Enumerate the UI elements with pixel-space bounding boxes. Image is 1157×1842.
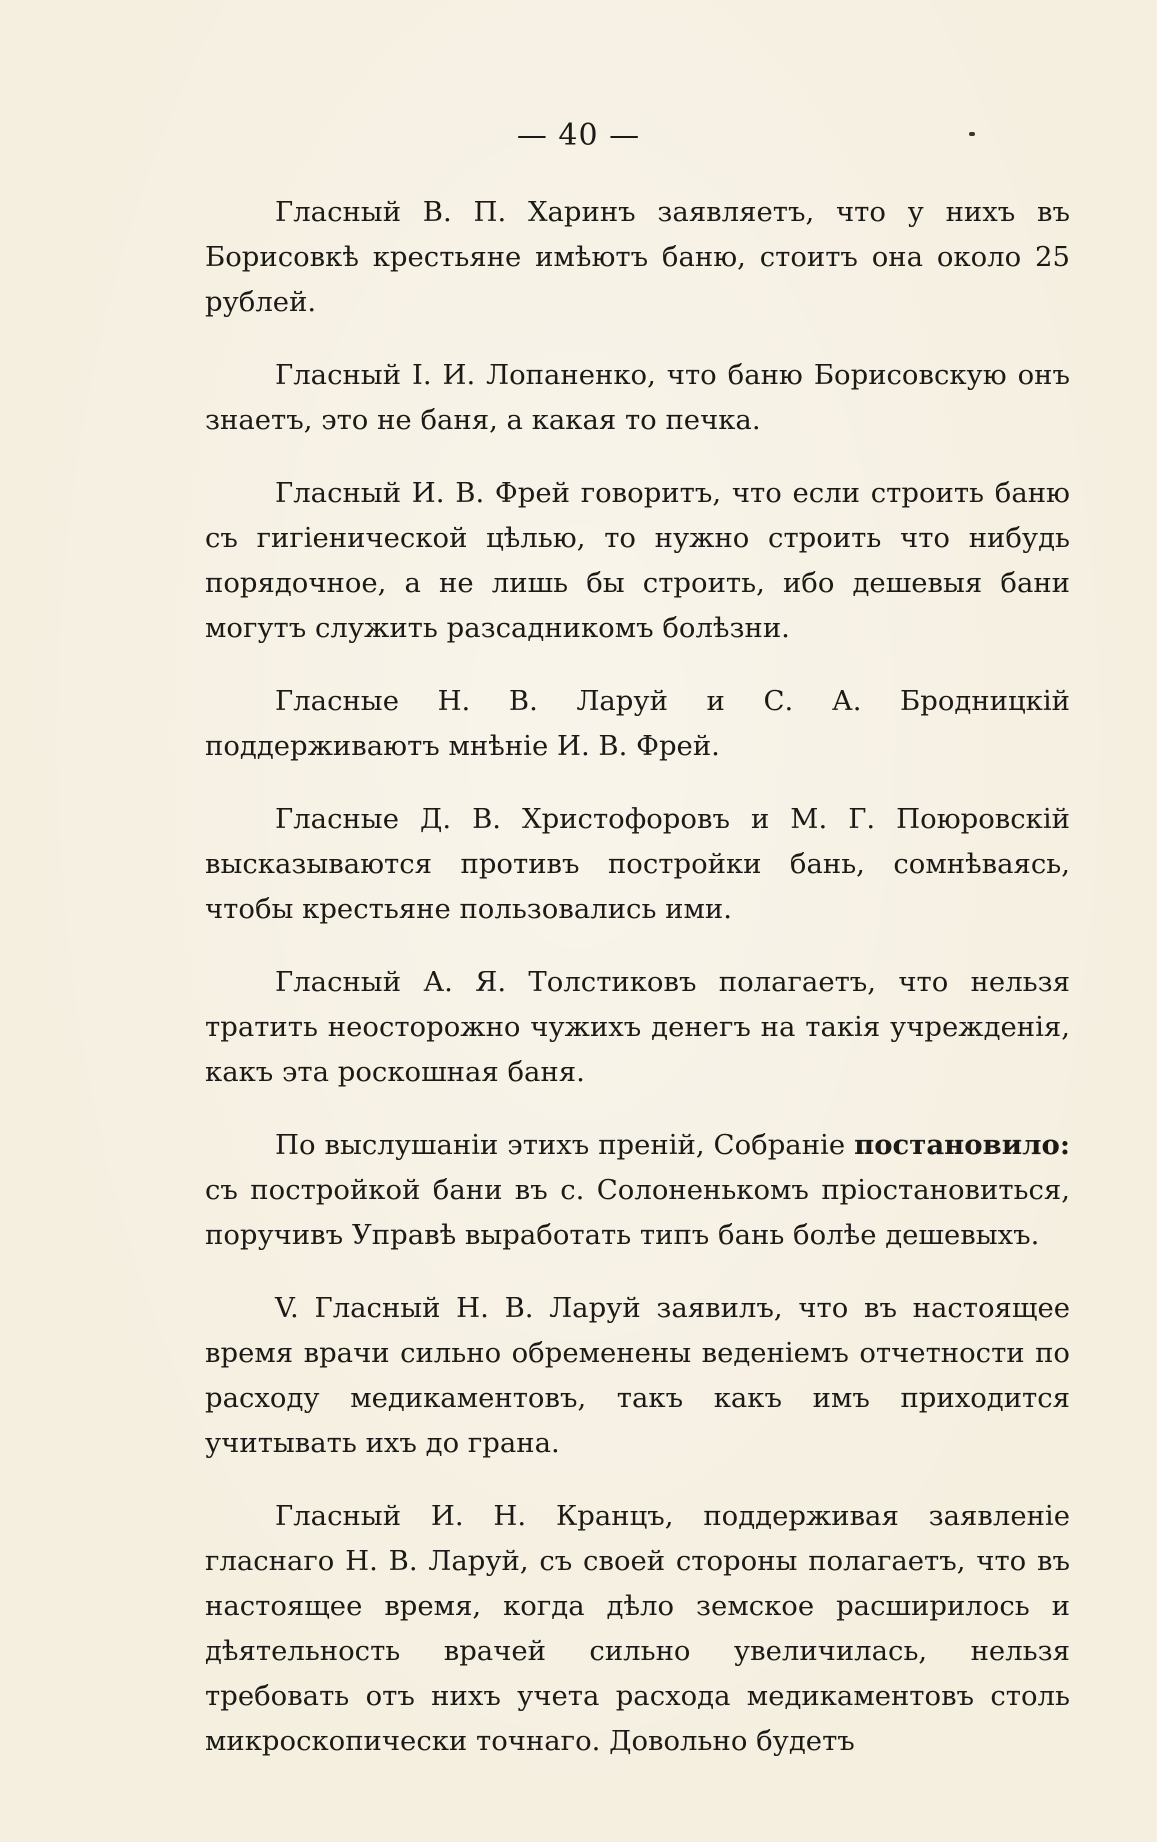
paragraph-7-start: По выслушаніи этихъ преній, Собраніе [275,1129,855,1161]
paragraph-8: V. Гласный Н. В. Ларуй заявилъ, что въ настоящее время врачи сильно обременены веденіемъ отчетности по расходу медикаментовъ, такъ какъ имъ приходится учитывать ихъ до грана. [205,1292,1070,1459]
paragraph-6: Гласный А. Я. Толстиковъ полагаетъ, что нельзя тратить неосторожно чужихъ денегъ на такія учрежденія, какъ эта роскошная баня. [205,966,1070,1088]
paragraph-2: Гласный І. И. Лопаненко, что баню Борисовскую онъ знаетъ, это не баня, а какая то печка. [205,359,1070,436]
paragraph-5: Гласные Д. В. Христофоровъ и М. Г. Поюровскій высказываются противъ постройки бань, сомнѣваясь, чтобы крестьяне пользовались ими. [205,803,1070,925]
body-text [205,190,1070,1792]
paragraph-1: Гласный В. П. Харинъ заявляетъ, что у нихъ въ Борисовкѣ крестьяне имѣютъ баню, стоитъ она около 25 рублей. [205,196,1070,318]
resolution-keyword: постановило: [854,1129,1070,1161]
paragraph-3: Гласный И. В. Фрей говоритъ, что если строить баню съ гигіенической цѣлью, то нужно строить что нибудь порядочное, а не лишь бы строить, ибо дешевыя бани могутъ служить разсадникомъ болѣзни. [205,477,1070,644]
paragraph-7-end: съ постройкой бани въ с. Солоненькомъ пріостановиться, поручивъ Управѣ выработать типъ бань болѣе дешевыхъ. [205,1174,1070,1251]
ink-dot [969,132,975,136]
paragraph-4: Гласные Н. В. Ларуй и С. А. Бродницкій поддерживаютъ мнѣніе И. В. Фрей. [205,685,1070,762]
paragraph-9: Гласный И. Н. Кранцъ, поддерживая заявленіе гласнаго Н. В. Ларуй, съ своей стороны полагаетъ, что въ настоящее время, когда дѣло земское расширилось и дѣятельность врачей сильно увеличилась, нельзя требовать отъ нихъ учета расхода медикаментовъ столь микроскопически точнаго. Довольно будетъ [205,1500,1070,1757]
paragraph-7 [205,1123,1070,1258]
page-number: — 40 — [516,118,641,153]
